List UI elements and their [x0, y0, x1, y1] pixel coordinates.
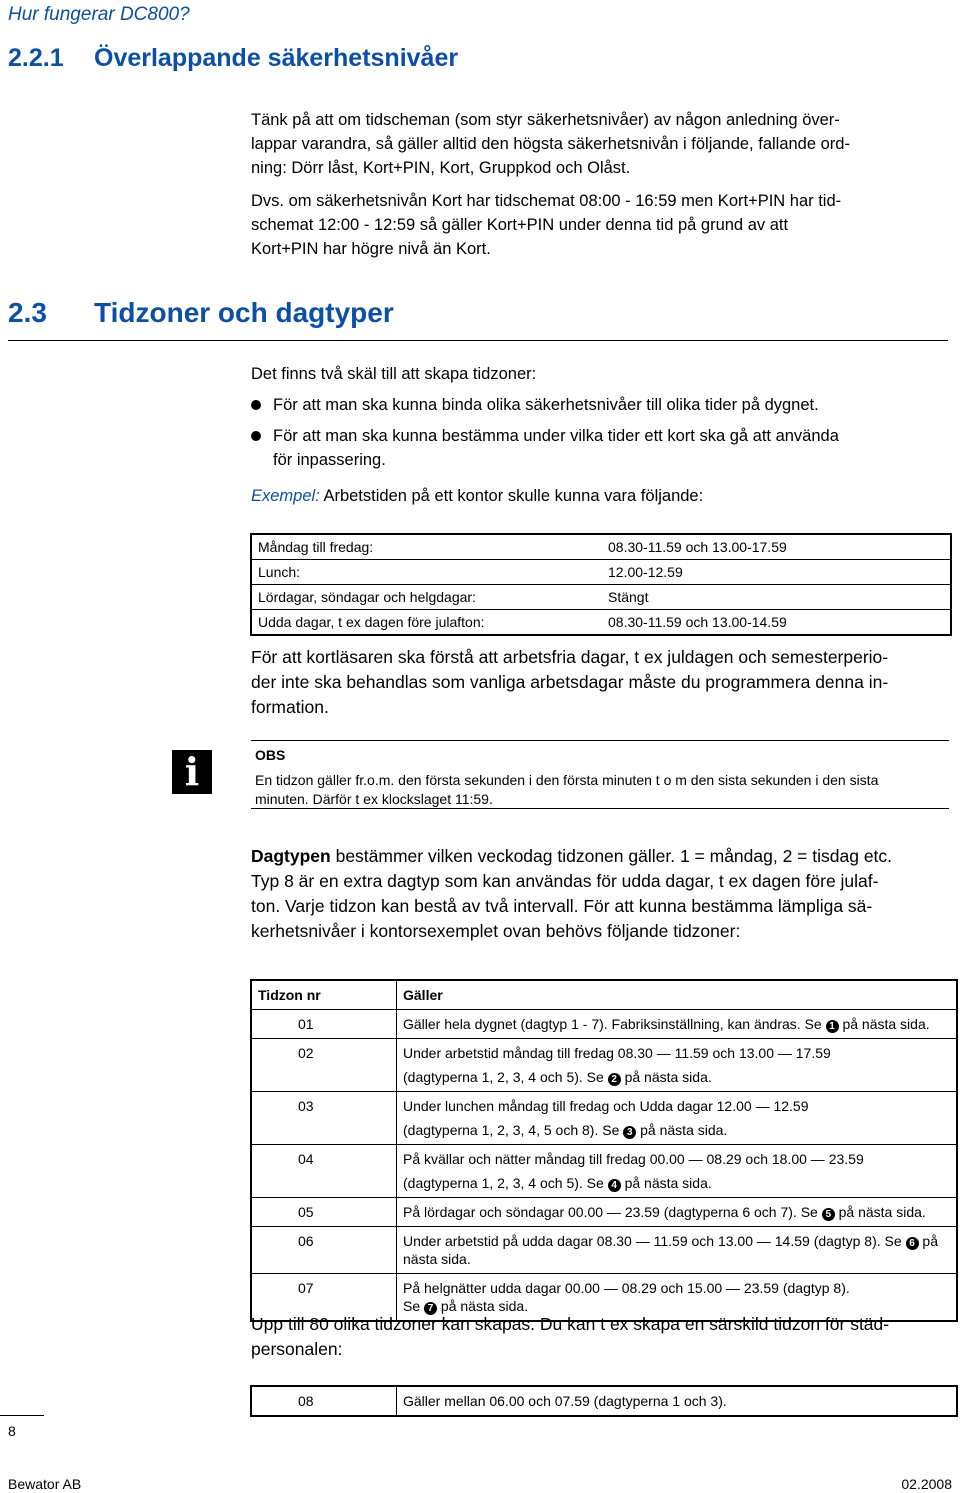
text-line — [403, 1068, 950, 1086]
note-title: OBS — [255, 747, 286, 763]
zone-description — [397, 1092, 958, 1145]
text-line: Typ 8 är en extra dagtyp som kan användas för udda dagar, t ex dagen före julaf- — [251, 871, 879, 891]
text-line — [403, 1174, 950, 1192]
text-line: ning: Dörr låst, Kort+PIN, Kort, Gruppkod och Olåst. — [251, 159, 631, 177]
note-bottom-rule — [251, 808, 949, 809]
text-span: Under arbetstid på udda dagar 08.30 — 11.59 och 13.00 — 14.59 (dagtyp 8). Se — [403, 1233, 906, 1249]
paragraph-overlap — [251, 108, 850, 180]
number-1-icon: 1 — [826, 1020, 839, 1033]
section-title: Tidzoner och dagtyper — [94, 297, 394, 328]
table-row — [251, 1227, 957, 1274]
table-cell: Lördagar, söndagar och helgdagar: — [251, 585, 602, 610]
table-cell: 12.00-12.59 — [602, 560, 951, 585]
zone-description — [397, 1198, 958, 1227]
text-span: på nästa sida. — [838, 1016, 930, 1032]
table-row — [251, 534, 951, 560]
section-number: 2.3 — [8, 297, 47, 328]
section-heading-23 — [8, 297, 394, 329]
zone-number: 05 — [251, 1198, 397, 1227]
number-4-icon: 4 — [608, 1179, 621, 1192]
table-header-row — [251, 980, 957, 1010]
example-label: Exempel: — [251, 487, 320, 505]
text-line — [251, 844, 892, 869]
text-line: formation. — [251, 697, 329, 717]
text-span: på — [918, 1233, 938, 1249]
text-span: på nästa sida. — [620, 1175, 712, 1191]
text-line: schemat 12:00 - 12:59 så gäller Kort+PIN under denna tid på grund av att — [251, 216, 789, 234]
text-span: (dagtyperna 1, 2, 3, 4, 5 och 8). Se — [403, 1122, 624, 1138]
text-line: ton. Varje tidzon kan bestå av två intervall. För att kunna bestämma lämpliga sä- — [251, 896, 873, 916]
table-row — [251, 1039, 957, 1092]
footer-page-rule — [0, 1415, 44, 1416]
table-cell: 08.30-11.59 och 13.00-17.59 — [602, 534, 951, 560]
section-intro: Det finns två skäl till att skapa tidzoner: — [251, 365, 537, 383]
number-3-icon: 3 — [623, 1126, 636, 1139]
text-span: på nästa sida. — [437, 1298, 529, 1314]
text-span: (dagtyperna 1, 2, 3, 4 och 5). Se — [403, 1069, 608, 1085]
zone-description — [397, 1010, 958, 1039]
text-line: Kort+PIN har högre nivå än Kort. — [251, 240, 491, 258]
section-number: 2.2.1 — [8, 44, 64, 72]
note-top-rule — [251, 740, 949, 741]
text-line: der inte ska behandlas som vanliga arbetsdagar måste du programmera denna in- — [251, 672, 889, 692]
bullet-icon — [251, 400, 261, 410]
list-item — [251, 424, 941, 472]
schedule-table — [250, 533, 952, 636]
zone-number: 01 — [251, 1010, 397, 1039]
zone-number: 03 — [251, 1092, 397, 1145]
table-row — [251, 1145, 957, 1198]
column-header: Tidzon nr — [251, 980, 397, 1010]
number-2-icon: 2 — [608, 1073, 621, 1086]
paragraph-example-levels — [251, 189, 841, 261]
table-cell: Stängt — [602, 585, 951, 610]
text-line: En tidzon gäller fr.o.m. den första sekunden i den första minuten t o m den sista sekunden i den sista — [255, 772, 879, 788]
table-row — [251, 560, 951, 585]
zone-description: Gäller mellan 06.00 och 07.59 (dagtyperna 1 och 3). — [397, 1386, 958, 1416]
text-line: personalen: — [251, 1339, 343, 1359]
bullet-icon — [251, 431, 261, 441]
table-row — [251, 1386, 957, 1416]
table-row — [251, 585, 951, 610]
zone-number: 06 — [251, 1227, 397, 1274]
table-cell: Måndag till fredag: — [251, 534, 602, 560]
running-header: Hur fungerar DC800? — [8, 4, 190, 25]
bullet-list — [251, 393, 941, 472]
zone-description — [397, 1039, 958, 1092]
text-line: På kvällar och nätter måndag till fredag 00.00 — 08.29 och 18.00 — 23.59 — [403, 1151, 864, 1167]
table-cell: 08.30-11.59 och 13.00-14.59 — [602, 610, 951, 636]
number-6-icon: 6 — [906, 1237, 919, 1250]
text-line: Under lunchen måndag till fredag och Udda dagar 12.00 — 12.59 — [403, 1098, 809, 1114]
extra-timezone-table — [250, 1385, 958, 1417]
paragraph-daytype — [251, 844, 892, 944]
example-text: Arbetstiden på ett kontor skulle kunna vara följande: — [319, 487, 704, 505]
table-row — [251, 1010, 957, 1039]
footer-date: 02.2008 — [901, 1476, 952, 1492]
section-divider — [8, 340, 948, 341]
text-line: På helgnätter udda dagar 00.00 — 08.29 och 15.00 — 23.59 (dagtyp 8). — [403, 1280, 850, 1296]
number-5-icon: 5 — [822, 1208, 835, 1221]
table-cell: Udda dagar, t ex dagen före julafton: — [251, 610, 602, 636]
note-text — [255, 771, 878, 809]
zone-number: 04 — [251, 1145, 397, 1198]
text-line: Dvs. om säkerhetsnivån Kort har tidschemat 08:00 - 16:59 men Kort+PIN har tid- — [251, 192, 842, 210]
text-line: Tänk på att om tidscheman (som styr säkerhetsnivåer) av någon anledning över- — [251, 111, 840, 129]
text-line: minuten. Därför t ex klockslaget 11:59. — [255, 791, 493, 807]
text-line — [403, 1232, 950, 1250]
text-span: (dagtyperna 1, 2, 3, 4 och 5). Se — [403, 1175, 608, 1191]
timezones-table — [250, 979, 958, 1322]
text-line: För att man ska kunna binda olika säkerhetsnivåer till olika tider på dygnet. — [273, 396, 819, 414]
column-header: Gäller — [397, 980, 958, 1010]
text-span: på nästa sida. — [834, 1204, 926, 1220]
table-row — [251, 1198, 957, 1227]
zone-number: 07 — [251, 1274, 397, 1322]
text-span: Gäller hela dygnet (dagtyp 1 - 7). Fabriksinställning, kan ändras. Se — [403, 1016, 826, 1032]
section-title: Överlappande säkerhetsnivåer — [94, 44, 459, 72]
section-heading-221 — [8, 44, 458, 73]
footer-company: Bewator AB — [8, 1476, 82, 1492]
zone-description — [397, 1145, 958, 1198]
page-number: 8 — [8, 1423, 16, 1439]
zone-description — [397, 1227, 958, 1274]
example-line — [251, 484, 703, 508]
zone-number: 08 — [251, 1386, 397, 1416]
term-daytype: Dagtypen — [251, 846, 331, 866]
text-span: På lördagar och söndagar 00.00 — 23.59 (dagtyperna 6 och 7). Se — [403, 1204, 822, 1220]
zone-number: 02 — [251, 1039, 397, 1092]
text-line: lappar varandra, så gäller alltid den högsta säkerhetsnivån i följande, fallande ord- — [251, 135, 850, 153]
list-item — [251, 393, 941, 417]
paragraph-holidays — [251, 645, 888, 720]
paragraph-upto — [251, 1312, 889, 1362]
text-line: För att man ska kunna bestämma under vilka tider ett kort ska gå att använda — [273, 427, 839, 445]
text-line: Upp till 80 olika tidzoner kan skapas. Du kan t ex skapa en särskild tidzon för städ- — [251, 1314, 890, 1334]
text-span: bestämmer vilken veckodag tidzonen gäller. 1 = måndag, 2 = tisdag etc. — [330, 846, 893, 866]
text-line: kerhetsnivåer i kontorsexemplet ovan behövs följande tidzoner: — [251, 921, 741, 941]
text-span: på nästa sida. — [636, 1122, 728, 1138]
info-icon: i — [172, 750, 212, 794]
table-cell: Lunch: — [251, 560, 602, 585]
text-span: Se — [403, 1298, 425, 1314]
table-row — [251, 610, 951, 636]
text-line: Under arbetstid måndag till fredag 08.30 — 11.59 och 13.00 — 17.59 — [403, 1045, 831, 1061]
text-line — [403, 1121, 950, 1139]
text-span: på nästa sida. — [620, 1069, 712, 1085]
text-line: för inpassering. — [273, 451, 386, 469]
table-row — [251, 1092, 957, 1145]
number-7-icon: 7 — [424, 1302, 437, 1315]
text-line: nästa sida. — [403, 1251, 471, 1267]
text-line: För att kortläsaren ska förstå att arbetsfria dagar, t ex juldagen och semesterperio- — [251, 647, 889, 667]
